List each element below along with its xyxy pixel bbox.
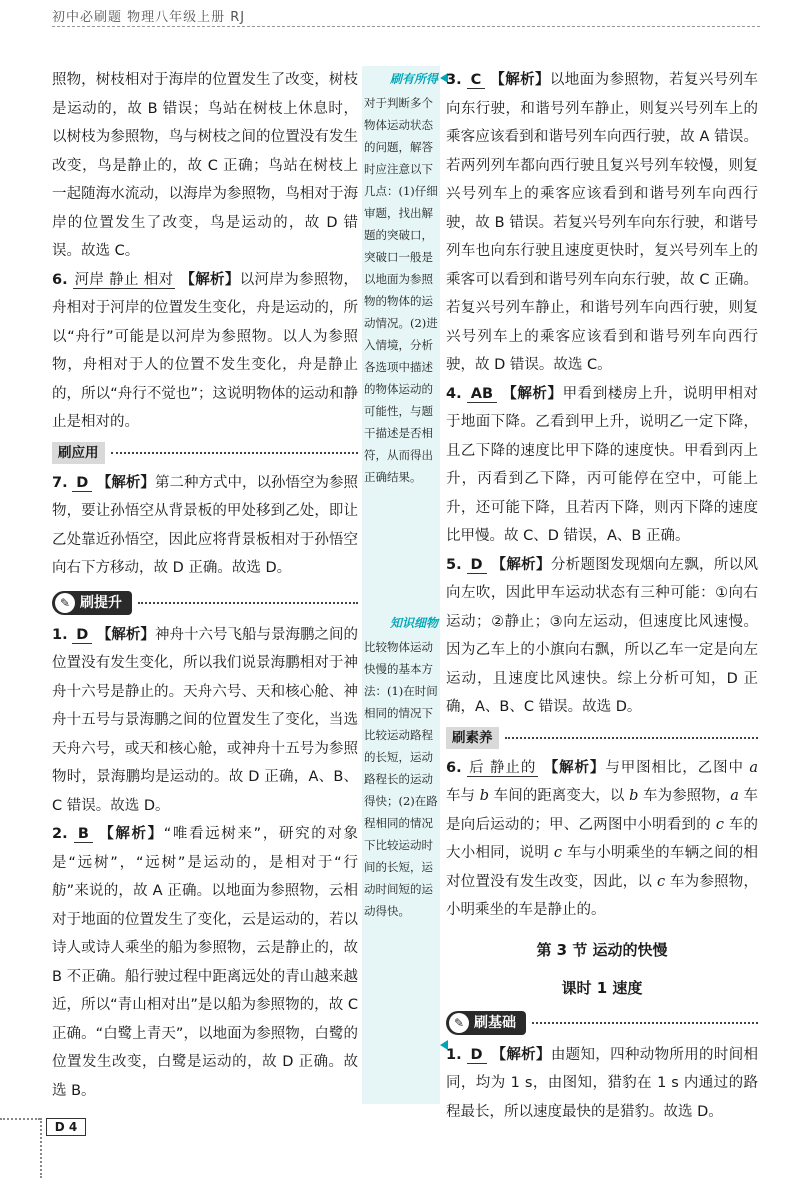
answer-item-4 [446,380,758,551]
variable-c: c [553,845,563,861]
answer-key: D [467,1047,487,1064]
analysis-text: 以地面为参照物，若复兴号列车向东行驶，和谐号列车静止，则复兴号列车上的乘客应该看到和谐号列车向西行驶，故 A 错误。若两列列车都向西行驶且复兴号列车较慢，则复兴号列车上的乘客应该看到和谐号列车向西行驶，故 B 错误。若复兴号列车向东行驶，和谐号列车也向东行驶且速度更快时，复兴号列车上的乘客可以看到和谐号列车向东行驶，故 C 正确。若复兴号列车静止，和谐号列车向西行驶，则复兴号列车上的乘客应该看到和谐号列车向西行驶，故 D 错误。故选 C。 [446,72,759,373]
sidebar-knowledge-text: 比较物体运动快慢的基本方法：(1)在时间相同的情况下比较运动路程的长短，运动路程长的运动得快；(2)在路程相同的情况下比较运动时间的长短，运动时间短的运动得快。 [364,640,438,918]
left-column [52,66,358,1105]
dotted-rule [505,737,759,739]
analysis-tag: 【解析】 [502,385,563,402]
sidebar-summary-text: 对于判断多个物体运动状态的问题，解答时应注意以下几点：(1)仔细审题，找出解题的突破口，突破口一般是以地面为参照物的物体的运动情况。(2)进入情境，分析各选项中描述的物体运动的可能性，与题干描述是否相符，从而得出正确结果。 [364,96,438,484]
variable-a: a [730,788,739,804]
dotted-rule [111,452,359,454]
answer-item-6 [52,266,358,437]
section-apply [52,441,358,465]
sidebar-notes [362,66,440,1104]
corner-decoration [40,1118,42,1178]
right-column [446,66,758,1126]
analysis-text: 车为参照物，小明乘坐的车是静止的。 [446,873,759,918]
answer-continuation: 照物，树枝相对于海岸的位置发生了改变，树枝是运动的，故 B 错误；鸟站在树枝上休息时，以树枝为参照物，鸟与树枝之间的位置没有发生改变，鸟是静止的，故 C 正确；鸟站在树枝上一起随海水流动，以海岸为参照物，鸟相对于海岸的位置发生了改变，鸟是运动的，故 D 错误。故选 C。 [52,72,358,259]
analysis-tag: 【解析】 [96,626,155,643]
item-number: 5. [446,556,462,573]
item-number: 7. [52,474,68,491]
header-divider [52,26,760,27]
section-label: 刷基础 [474,1014,516,1031]
answer-item-1 [52,621,358,821]
analysis-text: 甲看到楼房上升，说明甲相对于地面下降。乙看到甲上升，说明乙一定下降，且乙下降的速度比甲下降的速度快。甲看到丙上升，丙看到乙下降，丙可能停在空中，可能上升，还可能下降，且若丙下降，则丙下降的速度比甲慢。故 C、D 错误，A、B 正确。 [446,385,759,544]
analysis-text: 与甲图相比，乙图中 [605,759,750,776]
sidebar-heading-text: 知识细物 [389,616,438,630]
sidebar-heading-text: 刷有所得 [389,72,438,86]
analysis-text: 车的大小相同，说明 [446,816,759,861]
item-number: 3. [446,72,462,88]
page-number: D 4 [46,1118,86,1136]
pencil-icon: ✎ [449,1013,469,1033]
analysis-tag: 【解析】 [99,826,164,842]
section-badge [446,1011,526,1035]
section-literacy [446,726,758,750]
analysis-text: 第二种方式中，以孙悟空为参照物，要让孙悟空从背景板的甲处移到乙处，即让乙处靠近孙悟空，因此应将背景板相对于孙悟空向右下方移动，故 D 正确。故选 D。 [52,474,359,576]
item-number: 6. [446,759,462,776]
item-number: 2. [52,826,68,842]
variable-c: c [715,816,724,833]
item-number: 1. [52,626,68,643]
answer-key: D [467,557,487,574]
item-number: 1. [446,1046,462,1063]
sidebar-spacer [364,488,438,610]
variable-a: a [749,759,759,776]
dotted-rule [138,602,358,604]
analysis-text: 由题知，四种动物所用的时间相同，均为 1 s，由图知，猎豹在 1 s 内通过的路程最长，所以速度最快的是猎豹。故选 D。 [446,1046,759,1120]
variable-c: c [656,873,666,890]
answer-item-1b [446,1041,758,1127]
analysis-tag: 【解析】 [491,1046,551,1063]
dotted-rule [532,1022,758,1024]
answer-key: C [467,72,486,89]
section-label: 刷提升 [80,594,122,611]
section-label: 刷素养 [446,727,499,749]
item-number: 6. [52,271,68,288]
analysis-text: 车为参照物， [638,788,731,804]
variable-b: b [479,788,490,804]
section-badge [52,591,132,615]
analysis-tag: 【解析】 [543,759,606,776]
section-basic [446,1009,758,1037]
section-title: 第 3 节 运动的快慢 [536,940,668,959]
analysis-tag: 【解析】 [491,556,551,573]
answer-key: D [72,475,92,492]
answer-item-5 [446,551,758,722]
answer-key: D [72,627,92,644]
analysis-text: 神舟十六号飞船与景海鹏之间的位置没有发生变化，所以我们说景海鹏相对于神舟十六号是静止的。天舟六号、天和核心舱、神舟十五号与景海鹏之间的位置发生了变化，当选天舟六号，或天和核心舱，或神舟十五号为参照物时，景海鹏均是运动的。故 D 正确，A、B、C 错误。故选 D。 [52,626,359,814]
answer-item-3 [446,66,758,380]
analysis-text: 以河岸为参照物，舟相对于河岸的位置发生变化，舟是运动的，所以“舟行”可能是以河岸为参照物。以人为参照物，舟相对于人的位置不发生变化，舟是静止的，所以“舟行不觉也”；这说明物体的运动和静止是相对的。 [52,271,359,430]
page-header: 初中必刷题 物理八年级上册 RJ [52,10,246,25]
analysis-text: 车与小明乘坐的车辆之间的相对位置没有发生改变，因此，以 [446,845,759,890]
section-label: 刷应用 [52,442,105,464]
analysis-tag: 【解析】 [490,72,550,88]
answer-key: 后 静止的 [469,759,537,776]
corner-decoration [0,1118,40,1120]
analysis-text: 车是向后运动的；甲、乙两图中小明看到的 [446,788,759,833]
answer-key: B [74,826,93,843]
answer-key: 河岸 静止 相对 [74,271,174,288]
answer-item-6b [446,754,758,925]
analysis-text: 车与 [446,788,480,804]
analysis-tag: 【解析】 [180,271,240,288]
answer-item-2 [52,820,358,1105]
sidebar-heading-knowledge [364,610,438,636]
answer-item-7 [52,469,358,583]
analysis-tag: 【解析】 [96,474,155,491]
item-number: 4. [446,385,462,402]
analysis-text: 分析题图发现烟向左飘，所以风向左吹，因此甲车运动状态有三种可能：①向右运动；②静止；③向左运动，但速度比风速慢。因为乙车上的小旗向右飘，所以乙车一定是向左运动，且速度比风速快。综上分析可知，D 正确，A、B、C 错误。故选 D。 [446,556,759,715]
analysis-text: 车间的距离变大，以 [489,788,630,804]
lesson-title: 课时 1 速度 [561,978,643,997]
sidebar-heading-summary [364,66,438,92]
answer-key: AB [467,386,497,403]
pencil-icon: ✎ [55,593,75,613]
variable-b: b [629,788,639,804]
section-improve [52,589,358,617]
analysis-text: “唯看远树来”，研究的对象是“远树”，“远树”是运动的，是相对于“行舫”来说的，故 A 正确。以地面为参照物，云相对于地面的位置发生了变化，云是运动的，若以诗人或诗人乘坐的船为参照物，云是静止的，故 B 不正确。船行驶过程中距离远处的青山越来越近，所以“青山相对出”是以船为参照物的，故 C 正确。“白鹭上青天”，以地面为参照物，白鹭的位置发生改变，白鹭是运动的，故 D 正确。故选 B。 [52,826,359,1099]
